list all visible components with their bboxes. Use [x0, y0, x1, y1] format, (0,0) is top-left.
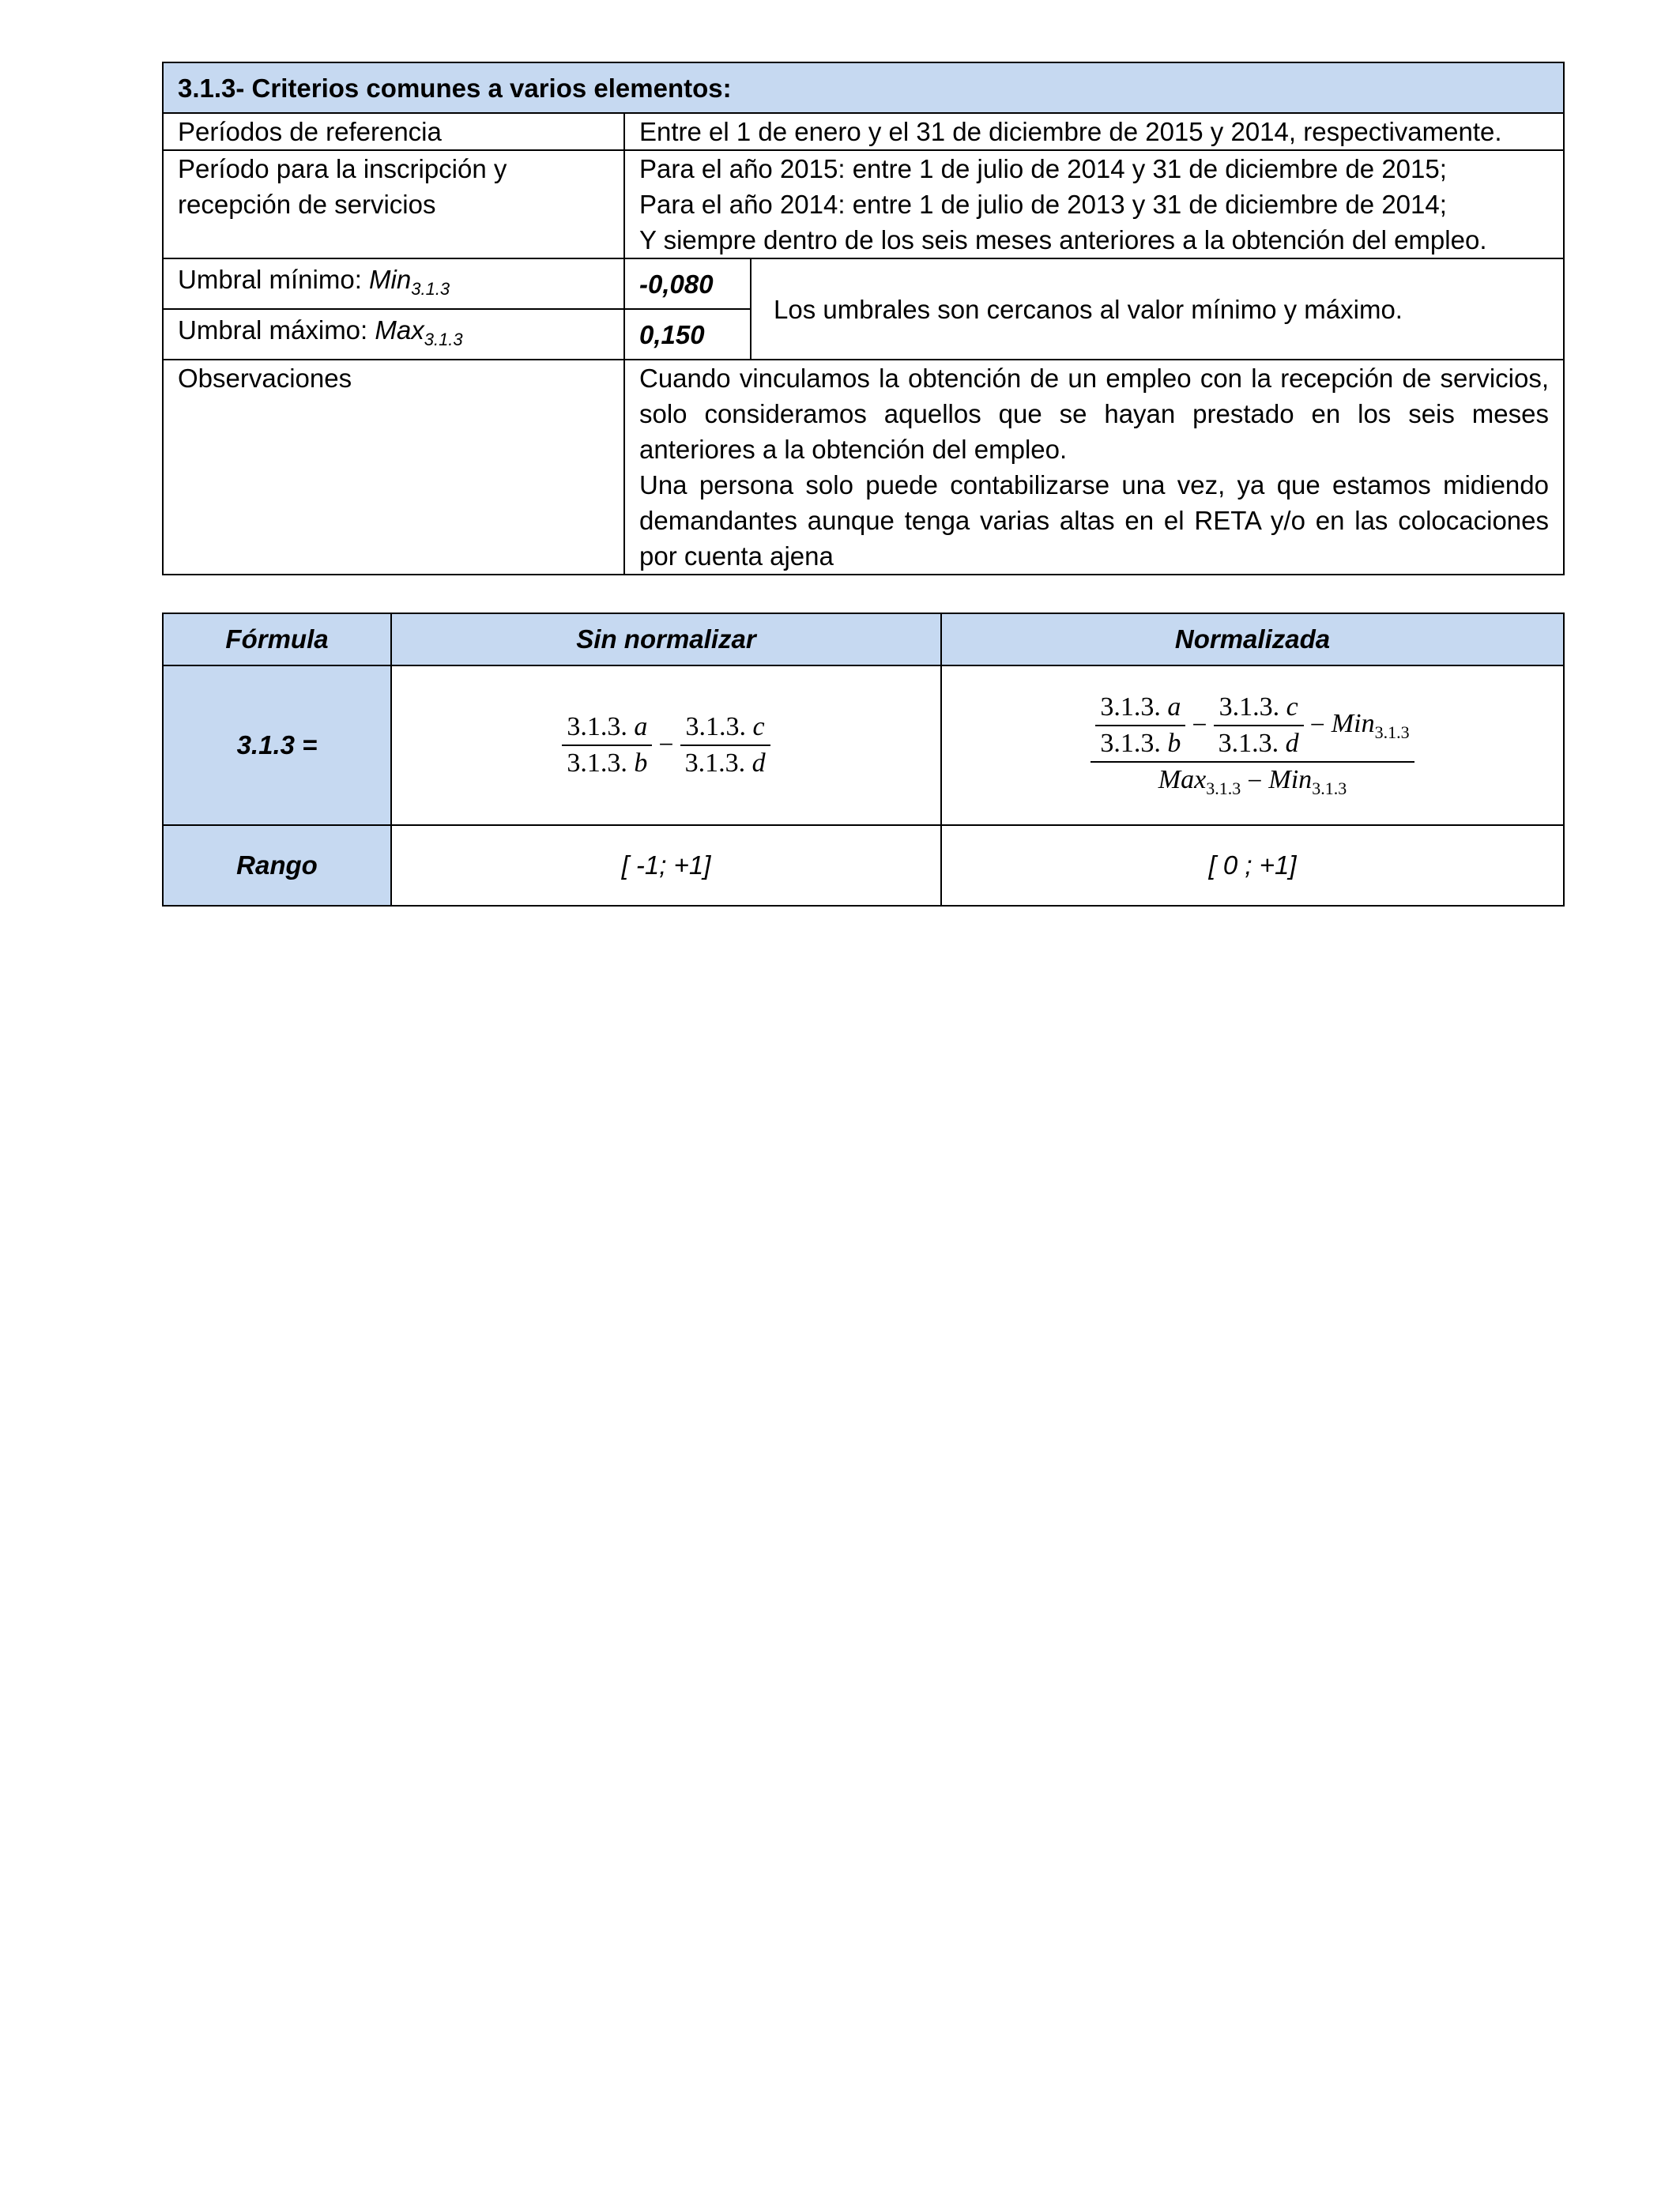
section-title: 3.1.3- Criterios comunes a varios elementos:	[163, 62, 1564, 113]
criteria-header-row	[163, 62, 1564, 113]
range-row	[163, 825, 1564, 906]
norm-minus-1: −	[1192, 710, 1207, 740]
periods-label: Períodos de referencia	[163, 113, 624, 150]
frac-a-var: a	[634, 712, 648, 741]
max-label-prefix: Umbral máximo:	[178, 315, 375, 345]
formula-header-row	[163, 613, 1564, 665]
inscription-label: Período para la inscripción y recepción de servicios	[163, 150, 624, 258]
frac-c-num: 3.1.3.	[685, 712, 747, 741]
range-normalized-value: [ 0 ; +1]	[941, 825, 1564, 906]
frac-c-var: c	[752, 712, 765, 741]
norm-min-sub-den: 3.1.3	[1312, 778, 1347, 798]
norm-b-num: 3.1.3.	[1100, 728, 1161, 758]
inscription-row	[163, 150, 1564, 258]
norm-minus-3: −	[1247, 766, 1263, 796]
frac-b-var: b	[634, 748, 648, 778]
norm-min-sub: 3.1.3	[1374, 722, 1410, 742]
min-label-prefix: Umbral mínimo:	[178, 264, 370, 294]
norm-minus-2: −	[1309, 710, 1325, 740]
norm-min-symbol: Min	[1331, 708, 1375, 738]
range-raw-value: [ -1; +1]	[391, 825, 941, 906]
inscription-line-2014: Para el año 2014: entre 1 de julio de 2013 y 31 de diciembre de 2014;	[639, 190, 1447, 219]
normalized-formula	[941, 665, 1564, 825]
header-raw: Sin normalizar	[391, 613, 941, 665]
norm-a-num: 3.1.3.	[1100, 692, 1161, 722]
norm-b-var: b	[1167, 728, 1181, 758]
frac-b-num: 3.1.3.	[567, 748, 627, 778]
inscription-value	[624, 150, 1564, 258]
norm-max-sub: 3.1.3	[1206, 778, 1241, 798]
max-label-symbol: Max	[375, 315, 424, 345]
norm-c-var: c	[1286, 692, 1298, 722]
min-label-sub: 3.1.3	[411, 278, 450, 299]
header-formula: Fórmula	[163, 613, 391, 665]
min-threshold-label	[163, 258, 624, 309]
max-threshold-label	[163, 309, 624, 360]
min-label-symbol: Min	[369, 264, 412, 294]
min-threshold-row	[163, 258, 1564, 309]
minus-sign: −	[658, 730, 674, 760]
max-label-sub: 3.1.3	[424, 329, 463, 349]
formula-label: 3.1.3 =	[163, 665, 391, 825]
norm-a-var: a	[1167, 692, 1181, 722]
range-label: Rango	[163, 825, 391, 906]
observations-row	[163, 360, 1564, 575]
observations-label: Observaciones	[163, 360, 624, 575]
inscription-line-2015: Para el año 2015: entre 1 de julio de 2014 y 31 de diciembre de 2015;	[639, 154, 1447, 183]
norm-d-var: d	[1285, 728, 1299, 758]
normalized-formula-expression	[1090, 692, 1414, 798]
normalized-outer-fraction	[1090, 692, 1414, 799]
threshold-note: Los umbrales son cercanos al valor mínimo y máximo.	[751, 258, 1564, 360]
frac-d-num: 3.1.3.	[684, 748, 746, 778]
raw-formula-expression	[562, 712, 770, 778]
norm-min-symbol-den: Min	[1268, 764, 1313, 794]
max-threshold-value: 0,150	[624, 309, 751, 360]
formula-row	[163, 665, 1564, 825]
norm-d-num: 3.1.3.	[1218, 728, 1279, 758]
frac-d-var: d	[751, 748, 766, 778]
norm-c-num: 3.1.3.	[1219, 692, 1280, 722]
inscription-line-condition: Y siempre dentro de los seis meses anteriores a la obtención del empleo.	[639, 225, 1487, 254]
frac-a-num: 3.1.3.	[567, 712, 627, 741]
formula-table	[162, 613, 1565, 907]
norm-fraction-c-over-d	[1214, 692, 1304, 759]
norm-fraction-a-over-b	[1095, 692, 1185, 759]
fraction-c-over-d	[680, 712, 770, 778]
periods-value: Entre el 1 de enero y el 31 de diciembre de 2015 y 2014, respectivamente.	[624, 113, 1564, 150]
min-threshold-value: -0,080	[624, 258, 751, 309]
fraction-a-over-b	[562, 712, 652, 778]
norm-max-symbol: Max	[1158, 764, 1207, 794]
raw-formula	[391, 665, 941, 825]
header-normalized: Normalizada	[941, 613, 1564, 665]
periods-row	[163, 113, 1564, 150]
criteria-table	[162, 62, 1565, 575]
observations-paragraph-2: Una persona solo puede contabilizarse una vez, ya que estamos midiendo demandantes aunque tenga varias altas en el RETA y/o en las colocaciones por cuenta ajena	[639, 470, 1549, 571]
observations-paragraph-1: Cuando vinculamos la obtención de un empleo con la recepción de servicios, solo consideramos aquellos que se hayan prestado en los seis meses anteriores a la obtención del empleo.	[639, 364, 1549, 464]
observations-value	[624, 360, 1564, 575]
